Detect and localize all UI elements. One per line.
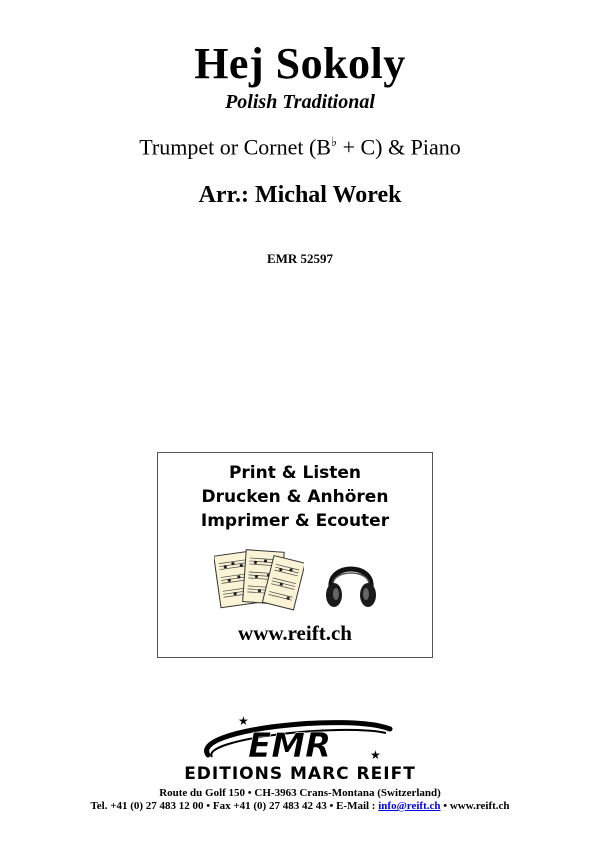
arranger: Arr.: Michal Worek [198,182,402,208]
catalog-number: EMR 52597 [266,251,334,266]
sheet-music-icon [214,545,304,619]
instrumentation [0,134,600,160]
footer-phone-fax: Tel. +41 (0) 27 483 12 00 • Fax +41 (0) 27 483 42 43 • E-Mail : [90,800,379,812]
promo-website: www.reift.ch [238,621,352,645]
svg-text:★: ★ [238,715,249,728]
footer-website: • www.reift.ch [440,800,510,812]
flat-sign: ♭ [330,134,338,149]
title: Hej Sokoly [194,39,406,88]
print-listen-box [157,452,433,658]
instrument-suffix: + C) & Piano [337,134,461,160]
headphones-icon [323,553,379,611]
svg-text:★: ★ [370,748,381,762]
footer-address: Route du Golf 150 • CH-3963 Crans-Montana (Switzerland) [159,787,441,799]
footer-contact [0,800,600,812]
logo-name: EDITIONS MARC REIFT [184,764,416,783]
logo-mark: EMR [248,726,332,766]
subtitle: Polish Traditional [225,91,375,113]
instrument-prefix: Trumpet or Cornet (B [139,134,331,160]
promo-line-english: Print & Listen [228,463,362,483]
publisher-logo [150,715,450,783]
promo-line-german: Drucken & Anhören [201,487,389,507]
email-link[interactable]: info@reift.ch [378,800,441,812]
promo-line-french: Imprimer & Ecouter [200,511,390,531]
